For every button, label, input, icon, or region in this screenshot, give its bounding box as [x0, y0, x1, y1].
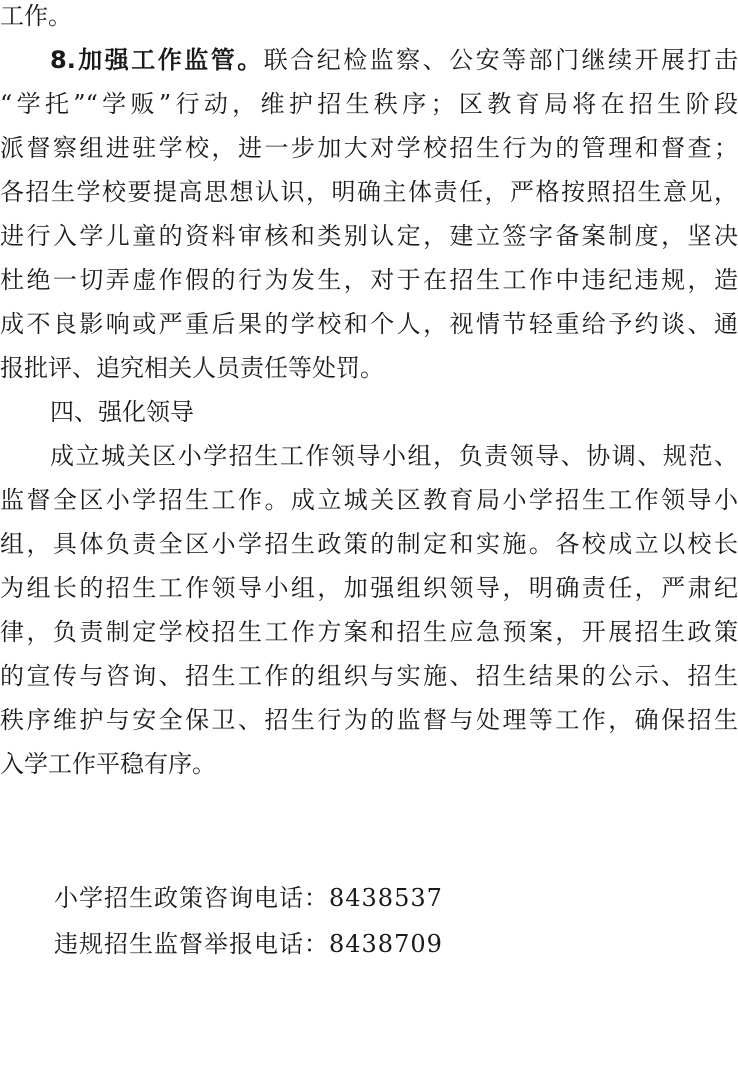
- item-8-first-line: [0, 38, 738, 82]
- paragraph-line: 报批评、追究相关人员责任等处罚。: [0, 354, 384, 382]
- paragraph-line: 的宣传与咨询、招生工作的组织与实施、招生结果的公示、招生: [0, 662, 738, 690]
- paragraph-line: 派督察组进驻学校，进一步加大对学校招生行为的管理和督查；: [0, 134, 738, 162]
- report-hotline: 违规招生监督举报电话：8438709: [54, 930, 443, 958]
- paragraph-line: 为组长的招生工作领导小组，加强组织领导，明确责任，严肃纪: [0, 574, 738, 602]
- paragraph-line: 组，具体负责全区小学招生政策的制定和实施。各校成立以校长: [0, 530, 738, 558]
- paragraph-line: 工作。: [0, 2, 72, 30]
- section-4-heading: 四、强化领导: [50, 398, 194, 426]
- paragraph-line: 入学工作平稳有序。: [0, 750, 216, 778]
- item-8-text: 联合纪检监察、公安等部门继续开展打击: [263, 46, 738, 74]
- paragraph-line: 成不良影响或严重后果的学校和个人，视情节轻重给予约谈、通: [0, 310, 738, 338]
- paragraph-line: “学托”“学贩”行动，维护招生秩序；区教育局将在招生阶段: [0, 90, 738, 118]
- paragraph-line: 律，负责制定学校招生工作方案和招生应急预案，开展招生政策: [0, 618, 738, 646]
- policy-hotline: 小学招生政策咨询电话：8438537: [54, 884, 443, 912]
- paragraph-line: 各招生学校要提高思想认识，明确主体责任，严格按照招生意见，: [0, 178, 738, 206]
- paragraph-line: 秩序维护与安全保卫、招生行为的监督与处理等工作，确保招生: [0, 706, 738, 734]
- paragraph-line: 杜绝一切弄虚作假的行为发生，对于在招生工作中违纪违规，造: [0, 266, 738, 294]
- paragraph-line: 成立城关区小学招生工作领导小组，负责领导、协调、规范、: [50, 442, 738, 470]
- item-8-heading: 8.加强工作监管。: [50, 46, 264, 74]
- paragraph-line: 进行入学儿童的资料审核和类别认定，建立签字备案制度，坚决: [0, 222, 738, 250]
- paragraph-line: 监督全区小学招生工作。成立城关区教育局小学招生工作领导小: [0, 486, 738, 514]
